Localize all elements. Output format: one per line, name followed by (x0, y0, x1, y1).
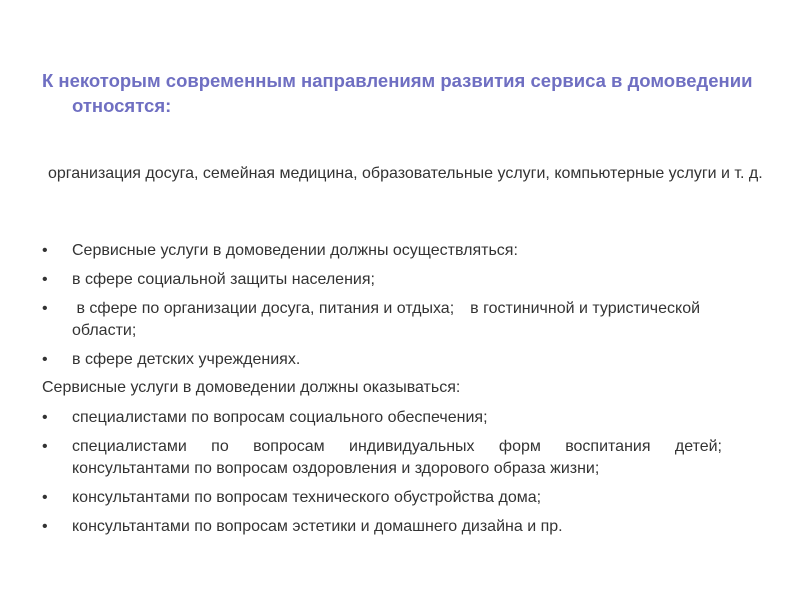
intro-paragraph: организация досуга, семейная медицина, образовательные услуги, компьютерные услуги и т. д. (48, 165, 763, 182)
bullet-icon: • (42, 489, 48, 506)
list-item (42, 407, 742, 429)
list-item-text: консультантами по вопросам эстетики и домашнего дизайна и пр. (72, 518, 563, 535)
list-item (42, 436, 742, 480)
bullet-icon: • (42, 438, 48, 455)
list-item-text: Сервисные услуги в домоведении должны осуществляться: (72, 242, 518, 259)
slide-title: К некоторым современным направлениям развития сервиса в домоведении относятся: (42, 70, 753, 116)
list-item-text-tail: в гостиничной и туристической области; (72, 300, 701, 339)
list-item-text: специалистами по вопросам индивидуальных форм воспитания детей; консультантами по вопросам оздоровления и здорового образа жизни; (72, 438, 722, 477)
list-item-text: в сфере по организации досуга, питания и отдыха; (76, 300, 455, 317)
list-item (42, 269, 742, 291)
list-item-text: консультантами по вопросам технического обустройства дома; (72, 489, 542, 506)
bullet-icon: • (42, 351, 48, 368)
bullet-icon: • (42, 242, 48, 259)
list-item-text: в сфере социальной защиты населения; (72, 271, 375, 288)
list-item (42, 487, 742, 509)
bullet-icon: • (42, 518, 48, 535)
bullet-icon: • (42, 271, 48, 288)
bullet-icon: • (42, 409, 48, 426)
bullet-icon: • (42, 300, 48, 317)
list-item (42, 516, 742, 538)
list-item-text: в сфере детских учреждениях. (72, 351, 301, 368)
service-areas-list (42, 240, 742, 378)
list-item (42, 349, 742, 371)
list-item-text: специалистами по вопросам социального обеспечения; (72, 409, 488, 426)
section-subheading: Сервисные услуги в домоведении должны оказываться: (42, 379, 461, 396)
list-item (42, 298, 742, 342)
service-providers-list (42, 407, 742, 545)
list-item (42, 240, 742, 262)
